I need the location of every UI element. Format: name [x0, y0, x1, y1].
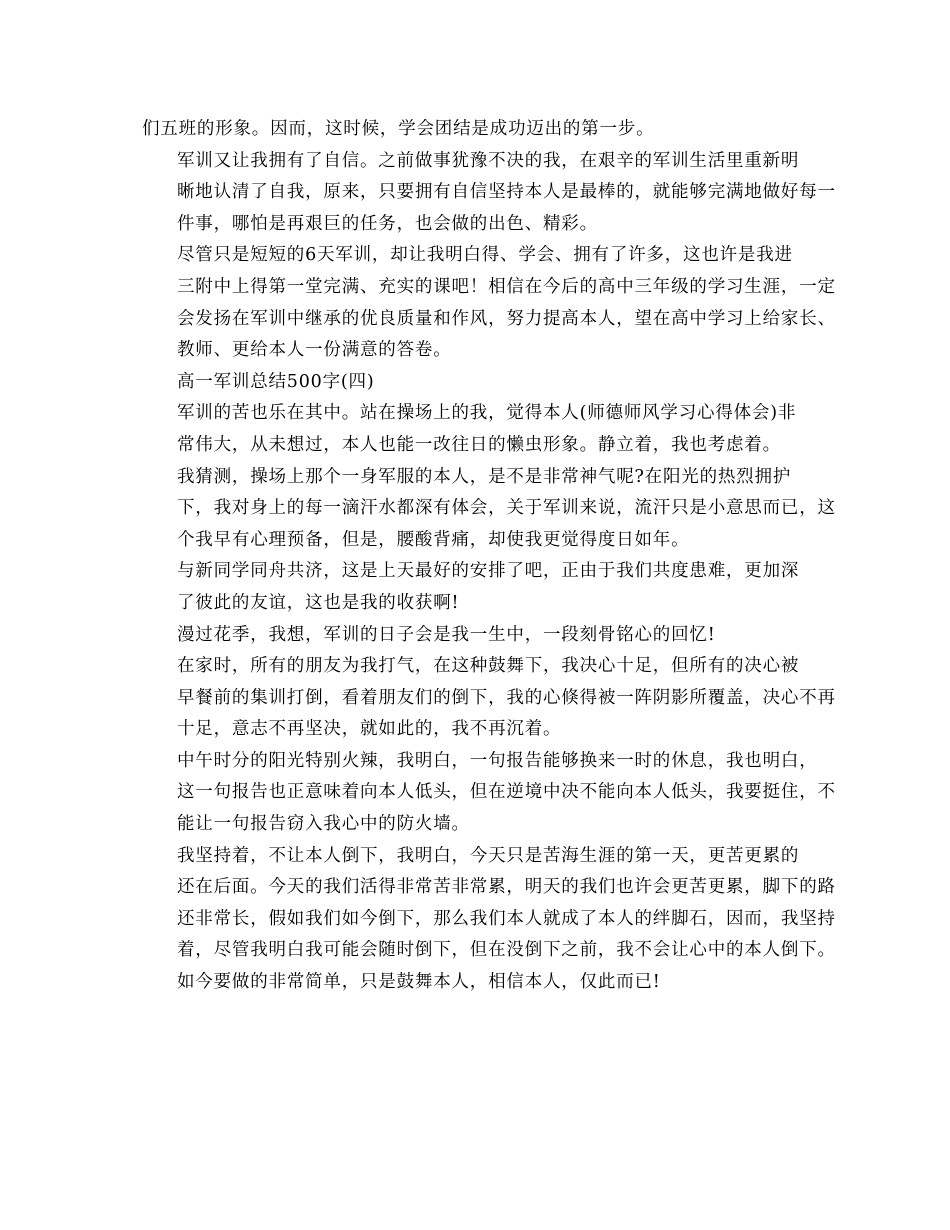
- paragraph: [142, 746, 836, 841]
- text-line: 如今要做的非常简单，只是鼓舞本人，相信本人，仅此而已!: [177, 972, 661, 993]
- text-line: 个我早有心理预备，但是，腰酸背痛，却使我更觉得度日如年。: [177, 529, 690, 550]
- text-line: 三附中上得第一堂完满、充实的课吧！相信在今后的高中三年级的学习生涯，一定: [177, 276, 836, 297]
- text-line: 十足，意志不再坚决，就如此的，我不再沉着。: [177, 719, 562, 740]
- text-line: 早餐前的集训打倒，看着朋友们的倒下，我的心倏得被一阵阴影所覆盖，决心不再: [177, 687, 836, 708]
- text-line: 军训又让我拥有了自信。之前做事犹豫不决的我，在艰辛的军训生活里重新明: [177, 150, 800, 171]
- text-line: 会发扬在军训中继承的优良质量和作风，努力提高本人，望在高中学习上给家长、: [177, 308, 836, 329]
- paragraph: [142, 841, 836, 999]
- text-line: 高一军训总结500字(四): [177, 371, 375, 392]
- paragraph: [142, 620, 814, 652]
- text-line: 着，尽管我明白我可能会随时倒下，但在没倒下之前，我不会让心中的本人倒下。: [177, 940, 836, 961]
- paragraph: [142, 146, 836, 241]
- paragraph: [142, 556, 814, 619]
- text-line: 还在后面。今天的我们活得非常苦非常累，明天的我们也许会更苦更累，脚下的路: [177, 877, 836, 898]
- text-line: 了彼此的友谊，这也是我的收获啊!: [177, 592, 460, 613]
- text-line: 常伟大，从未想过，本人也能一改往日的懒虫形象。静立着，我也考虑着。: [177, 434, 781, 455]
- text-line: 在家时，所有的朋友为我打气，在这种鼓舞下，我决心十足，但所有的决心被: [177, 656, 800, 677]
- text-line: 能让一句报告窃入我心中的防火墙。: [177, 814, 470, 835]
- text-line: 下，我对身上的每一滴汗水都深有体会，关于军训来说，流汗只是小意思而已，这: [177, 498, 836, 519]
- paragraph: [142, 240, 836, 366]
- paragraph: [142, 114, 814, 146]
- text-line: 这一句报告也正意味着向本人低头，但在逆境中决不能向本人低头，我要挺住，不: [177, 782, 836, 803]
- text-line: 中午时分的阳光特别火辣，我明白，一句报告能够换来一时的休息，我也明白，: [177, 750, 818, 771]
- text-line: 尽管只是短短的6天军训，却让我明白得、学会、拥有了许多，这也许是我进: [177, 245, 793, 266]
- paragraph: [142, 462, 836, 557]
- text-line: 漫过花季，我想，军训的日子会是我一生中，一段刻骨铭心的回忆!: [177, 624, 716, 645]
- text-line: 我坚持着，不让本人倒下，我明白，今天只是苦海生涯的第一天，更苦更累的: [177, 845, 800, 866]
- text-line: 军训的苦也乐在其中。站在操场上的我，觉得本人(师德师风学习心得体会)非: [177, 403, 797, 424]
- text-line: 还非常长，假如我们如今倒下，那么我们本人就成了本人的绊脚石，因而，我坚持: [177, 908, 836, 929]
- text-line: 与新同学同舟共济，这是上天最好的安排了吧，正由于我们共度患难，更加深: [177, 561, 800, 582]
- text-line: 晰地认清了自我，原来，只要拥有自信坚持本人是最棒的，就能够完满地做好每一: [177, 182, 836, 203]
- paragraph: [142, 651, 836, 746]
- paragraph: [142, 398, 814, 461]
- document-body: [142, 114, 836, 999]
- text-line: 我猜测，操场上那个一身军服的本人，是不是非常神气呢?在阳光的热烈拥护: [177, 466, 792, 487]
- text-line: 件事，哪怕是再艰巨的任务，也会做的出色、精彩。: [177, 213, 598, 234]
- text-line: 们五班的形象。因而，这时候，学会团结是成功迈出的第一步。: [142, 119, 655, 139]
- text-line: 教师、更给本人一份满意的答卷。: [177, 340, 452, 361]
- paragraph: [142, 367, 814, 399]
